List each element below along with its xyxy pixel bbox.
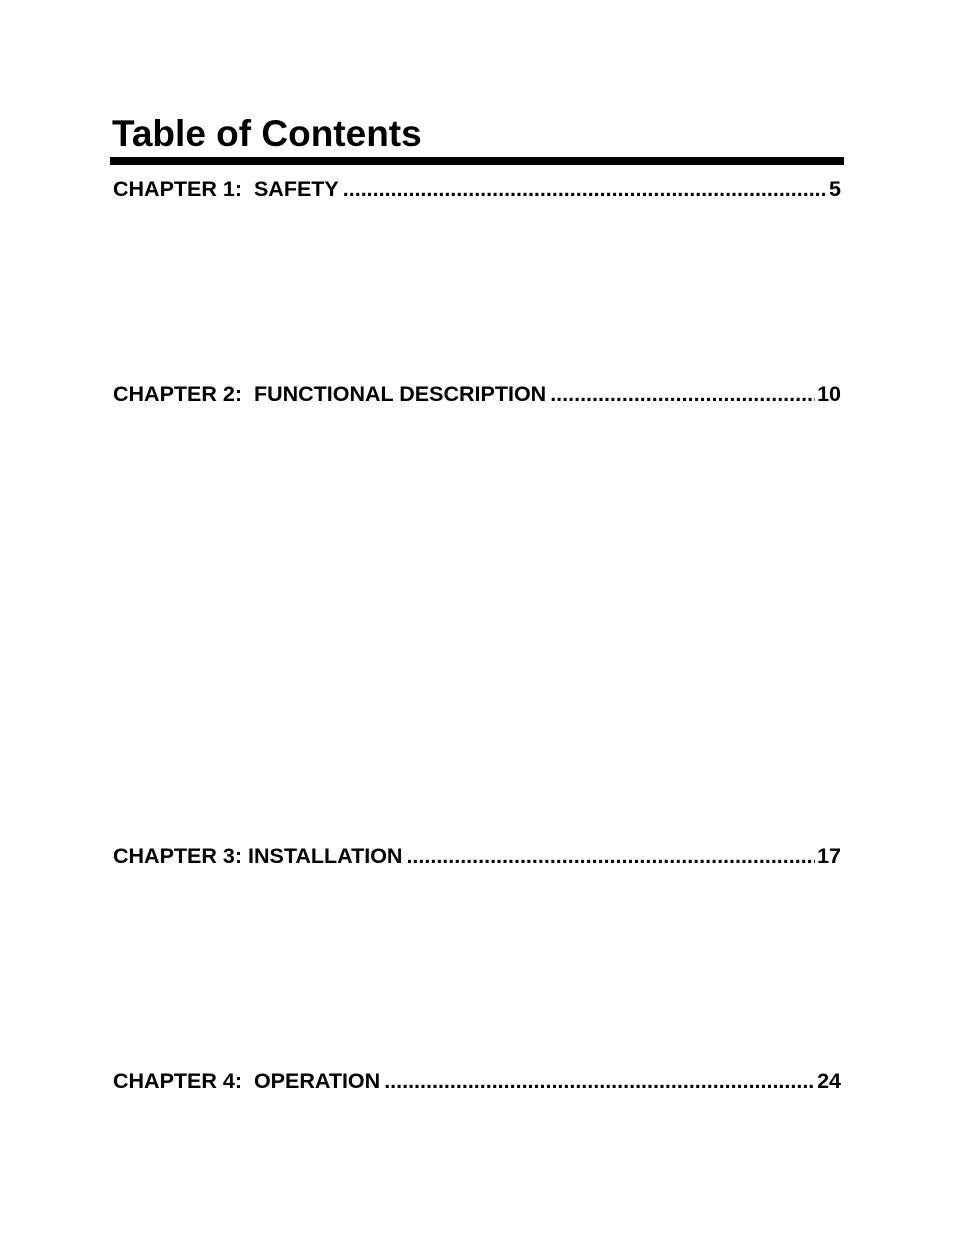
toc-entry-label: CHAPTER 2: FUNCTIONAL DESCRIPTION — [113, 382, 547, 406]
toc-dot-leader — [550, 380, 815, 408]
toc-entry-label: CHAPTER 3: INSTALLATION — [113, 844, 403, 868]
toc-entry-chapter-1[interactable] — [113, 175, 841, 203]
toc-dot-leader — [406, 842, 815, 870]
toc-entry-label: CHAPTER 1: SAFETY — [113, 177, 339, 201]
toc-entry-page-number: 5 — [829, 177, 841, 201]
title-divider — [110, 157, 844, 165]
toc-entry-label: CHAPTER 4: OPERATION — [113, 1069, 381, 1093]
toc-entry-page-number: 24 — [817, 1069, 841, 1093]
toc-dot-leader — [384, 1067, 815, 1095]
toc-entry-page-number: 17 — [817, 844, 841, 868]
toc-dot-leader — [343, 175, 827, 203]
toc-entry-page-number: 10 — [817, 382, 841, 406]
toc-entry-chapter-2[interactable] — [113, 380, 841, 408]
toc-entry-chapter-4[interactable] — [113, 1067, 841, 1095]
toc-entry-chapter-3[interactable] — [113, 842, 841, 870]
page-title: Table of Contents — [112, 113, 422, 154]
